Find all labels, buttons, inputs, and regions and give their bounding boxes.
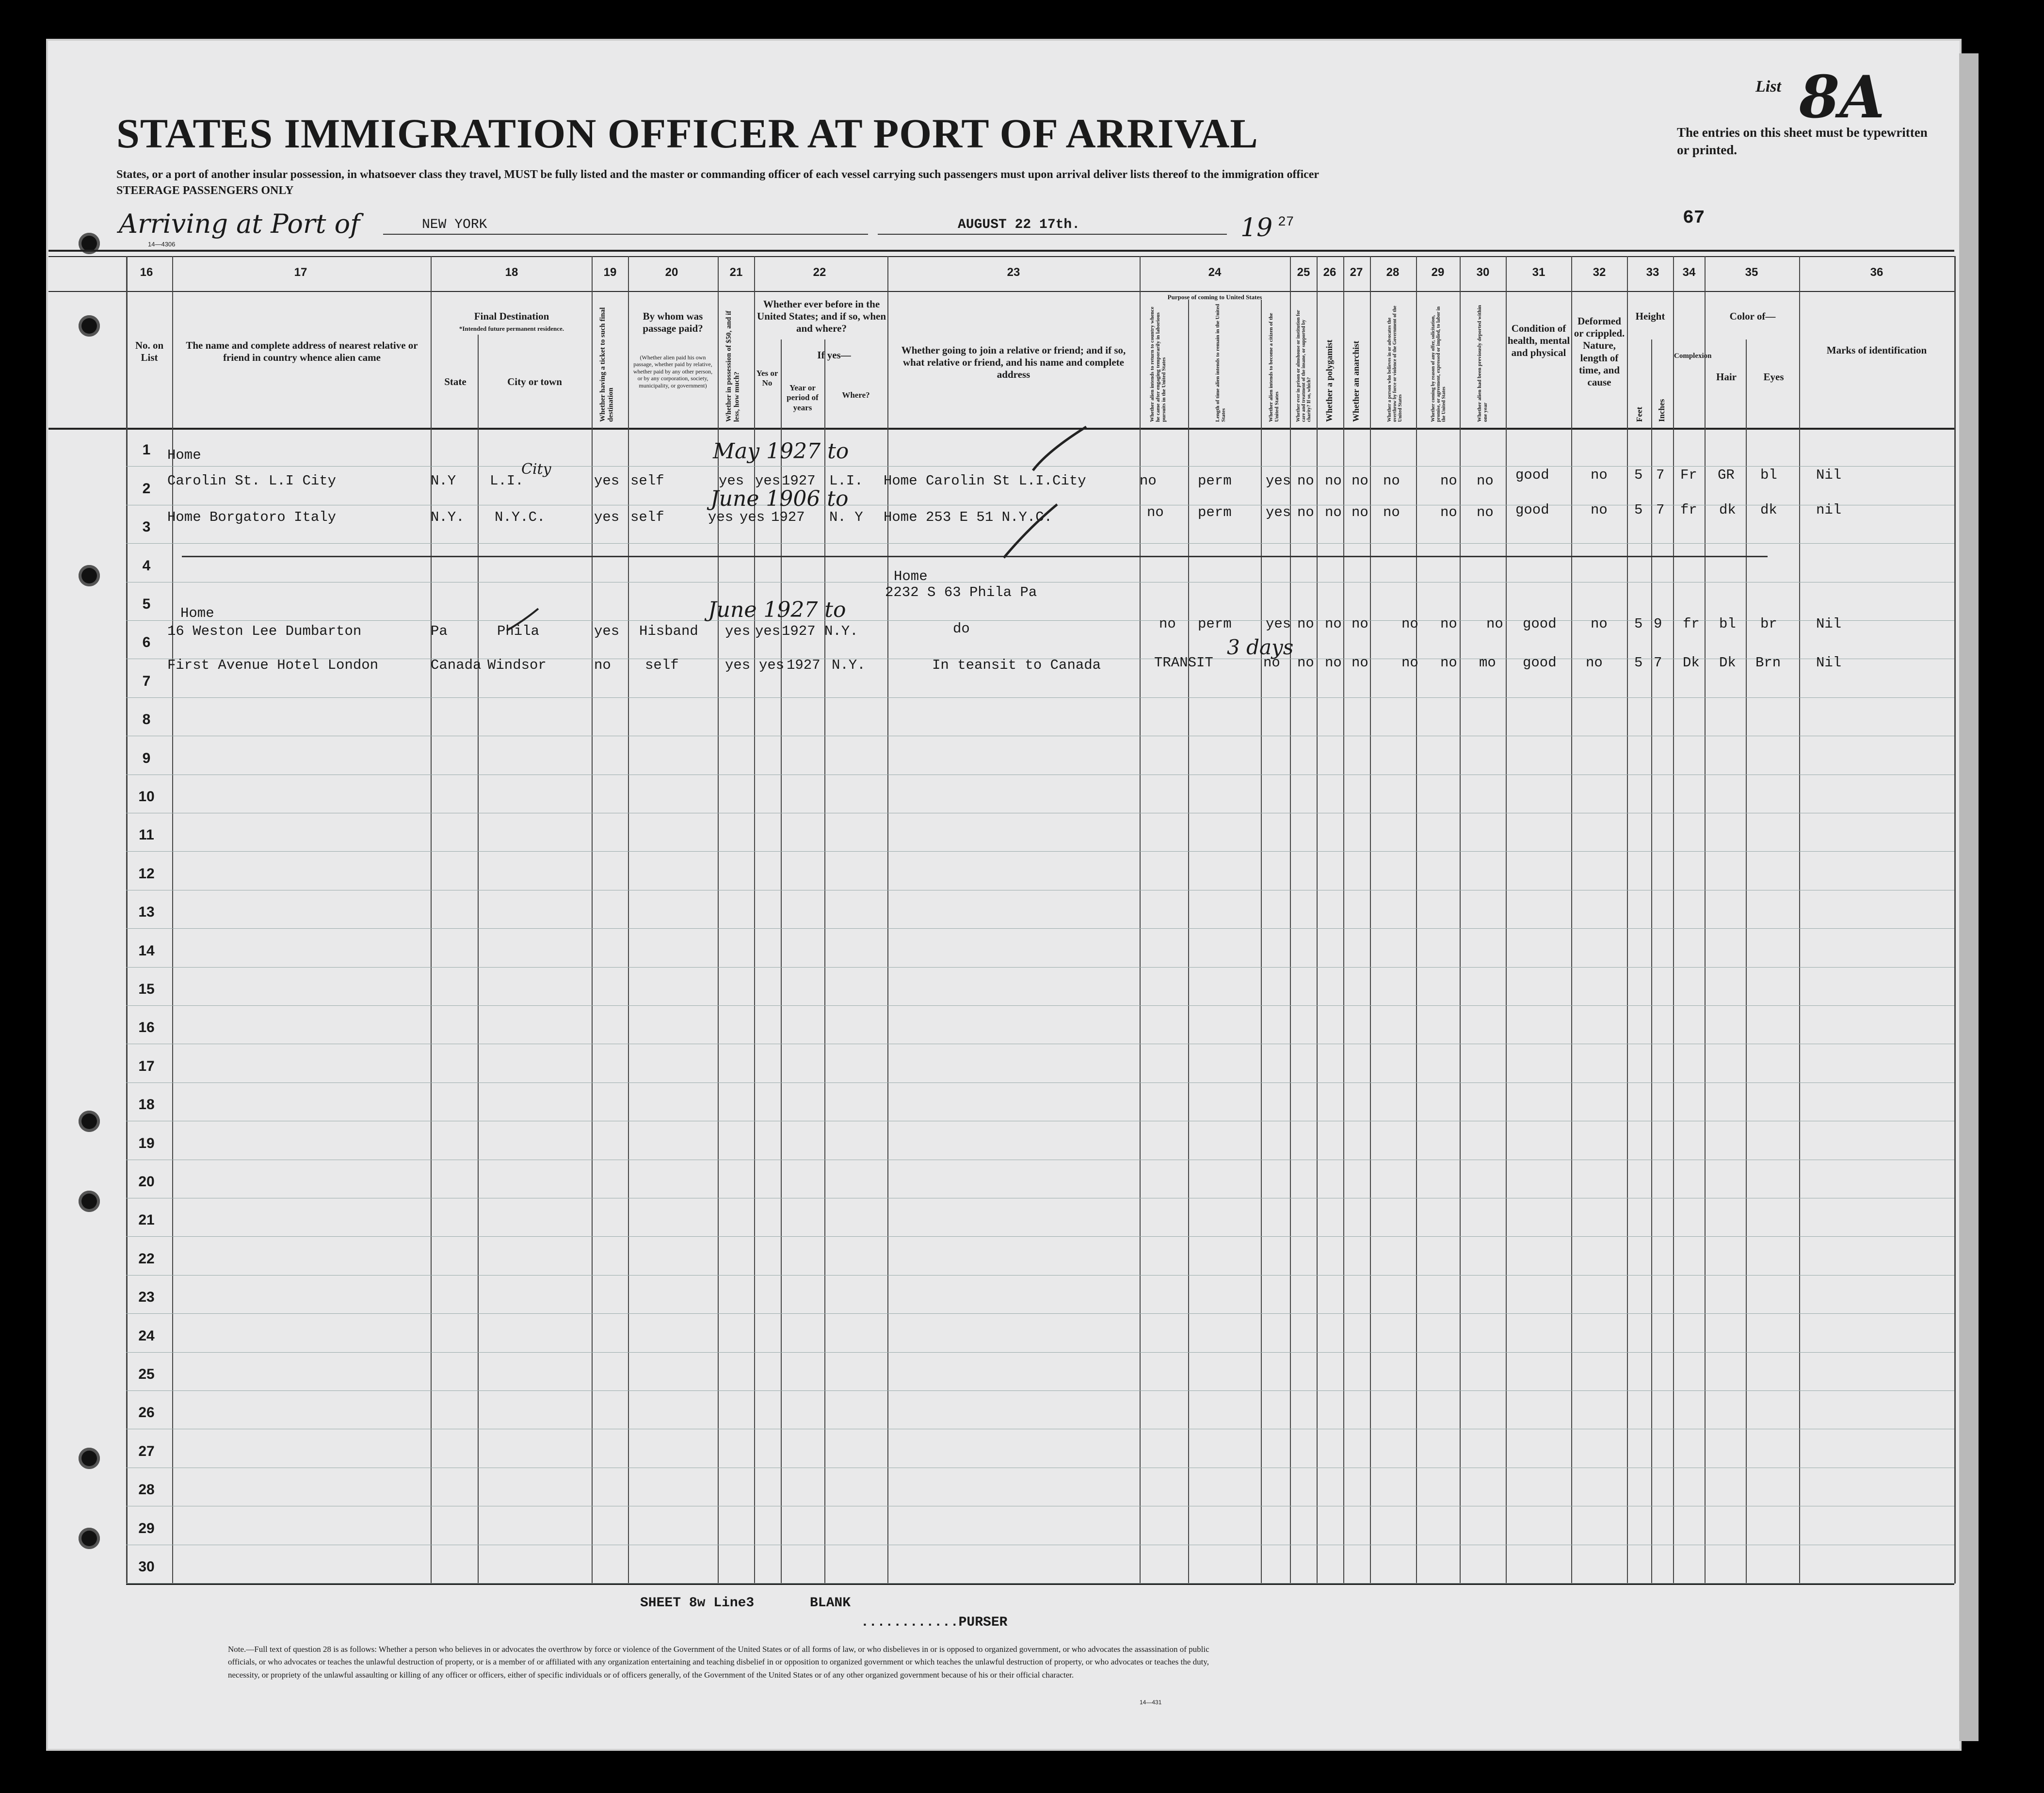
row-number: 30 xyxy=(138,1559,155,1575)
header-health: Condition of health, mental and physical xyxy=(1507,323,1570,359)
row-rule xyxy=(126,1005,1954,1006)
punch-hole-icon xyxy=(79,1111,100,1132)
row-rule xyxy=(126,851,1954,852)
row5-purpose-b: perm xyxy=(1198,616,1232,632)
punch-hole-icon xyxy=(79,1528,100,1549)
header-top-rule xyxy=(48,250,1954,252)
row-number: 6 xyxy=(142,634,151,651)
col-line xyxy=(1705,256,1706,1583)
column-number: 33 xyxy=(1646,266,1659,279)
row5-marks: Nil xyxy=(1816,616,1842,632)
check-mark-icon xyxy=(1004,504,1057,558)
phila-check xyxy=(504,606,543,635)
column-number: 23 xyxy=(1007,266,1020,279)
row6-paid-by: self xyxy=(645,657,679,673)
footer-form-code: 14—431 xyxy=(1140,1699,1162,1706)
punch-hole-icon xyxy=(79,315,100,337)
row2-q30: no xyxy=(1477,504,1494,520)
column-number: 21 xyxy=(729,266,743,279)
row5-eyes: br xyxy=(1760,616,1777,632)
row-number: 28 xyxy=(138,1482,155,1498)
port-underline xyxy=(383,234,868,235)
row2-purpose-b: perm xyxy=(1198,504,1232,520)
row6-before-where: N.Y. xyxy=(832,657,866,673)
row-number: 21 xyxy=(138,1212,155,1228)
row1-health: good xyxy=(1515,467,1549,483)
row5-joining-pre2: 2232 S 63 Phila Pa xyxy=(885,584,1037,600)
header-feet: Feet xyxy=(1635,406,1644,422)
row2-city: N.Y.C. xyxy=(495,509,546,525)
row-number: 3 xyxy=(142,519,151,535)
header-q28: Whether a person who believes in or advocates the overthrow by force or violence of the Government of the United States xyxy=(1387,306,1403,422)
row6-eyes: Brn xyxy=(1755,655,1781,671)
header-inches: Inches xyxy=(1657,399,1666,422)
row-number: 10 xyxy=(138,789,155,805)
column-number: 29 xyxy=(1431,266,1445,279)
row5-joining-pre: Home xyxy=(894,568,928,584)
header-top-rule-2 xyxy=(48,256,1954,257)
row2-paid-by: self xyxy=(630,509,664,525)
row6-before-yn: yes xyxy=(759,657,785,673)
row5-joining: do xyxy=(953,621,970,637)
column-number: 30 xyxy=(1476,266,1490,279)
col-line xyxy=(887,256,888,1583)
row2-ticket: yes xyxy=(594,509,620,525)
year-suffix: 27 xyxy=(1278,215,1294,230)
row5-ticket: yes xyxy=(594,623,620,639)
subtitle: States, or a port of another insular possession, in whatsoever class they travel, MUST be fully listed and the master or commanding officer of each vessel carrying such passengers must upon arrival deliver lists thereof to the immigration officer xyxy=(116,168,1320,181)
arriving-label: Arriving at Port of xyxy=(119,209,360,239)
row6-joining: In teansit to Canada xyxy=(932,657,1101,673)
row6-q30: mo xyxy=(1479,655,1496,671)
date-underline xyxy=(878,234,1227,235)
row1-complexion: Fr xyxy=(1680,467,1697,483)
punch-hole-icon xyxy=(79,1448,100,1469)
row6-ticket: no xyxy=(594,657,611,673)
row5-anarchist: no xyxy=(1352,616,1368,632)
row-rule xyxy=(126,1390,1954,1391)
col-line xyxy=(781,339,782,1583)
row5-city: Phila xyxy=(497,623,540,639)
row-rule xyxy=(126,928,1954,929)
row6-complexion: Dk xyxy=(1683,655,1700,671)
row2-joining: Home 253 E 51 N.Y.C. xyxy=(884,509,1053,525)
row5-before-yn: yes xyxy=(755,623,781,639)
row6-before-year: 1927 xyxy=(787,657,821,673)
row6-purpose-b: TRANSIT xyxy=(1154,655,1213,671)
row1-purpose-c: yes xyxy=(1266,473,1291,489)
row1-paid-by: self xyxy=(630,473,664,489)
row2-before-yn: yes xyxy=(740,509,765,525)
row2-health: good xyxy=(1515,502,1549,518)
row-number: 17 xyxy=(138,1058,155,1074)
header-purpose-b: Length of time alien intends to remain in the United States xyxy=(1215,304,1227,422)
year-prefix: 19 xyxy=(1240,213,1273,242)
row5-purpose-a: no xyxy=(1159,616,1176,632)
col-line xyxy=(431,256,432,1583)
row2-hair: dk xyxy=(1719,502,1736,518)
row1-eyes: bl xyxy=(1760,467,1777,483)
sheet-line: SHEET 8w Line3 xyxy=(640,1596,755,1611)
row5-hair: bl xyxy=(1719,616,1736,632)
row-number: 20 xyxy=(138,1174,155,1190)
column-number: 35 xyxy=(1745,266,1758,279)
header-eyes: Eyes xyxy=(1763,371,1784,383)
typewritten-note: The entries on this sheet must be typewritten or printed. xyxy=(1677,125,1928,158)
row-number: 14 xyxy=(138,942,155,959)
row-number: 7 xyxy=(142,673,151,689)
header-polygamist: Whether a polygamist xyxy=(1324,339,1334,422)
row1-before-yn: yes xyxy=(755,473,781,489)
page-number: 67 xyxy=(1683,208,1705,228)
row1-anarchist: no xyxy=(1352,473,1368,489)
row6-city: Windsor xyxy=(487,657,547,673)
port-name: NEW YORK xyxy=(422,217,487,232)
header-complexion: Complexion xyxy=(1674,352,1712,360)
header-year-period: Year or period of years xyxy=(787,383,819,412)
row6-purpose-b-hand: 3 days xyxy=(1227,635,1294,659)
col-line xyxy=(1370,256,1371,1583)
row3-strike-line xyxy=(182,556,1768,557)
header-no-on-list: No. on List xyxy=(135,339,164,364)
row-number: 29 xyxy=(138,1520,155,1536)
row-number: 15 xyxy=(138,981,155,997)
table-bottom-rule xyxy=(126,1583,1954,1585)
punch-hole-icon xyxy=(79,1191,100,1212)
row-rule xyxy=(126,1275,1954,1276)
row6-prison: no xyxy=(1297,655,1314,671)
column-number: 18 xyxy=(505,266,518,279)
row2-eyes: dk xyxy=(1760,502,1777,518)
row1-inches: 7 xyxy=(1656,467,1665,483)
row2-polygamist: no xyxy=(1325,504,1342,520)
row1-joining: Home Carolin St L.I.City xyxy=(884,473,1086,489)
row-number: 5 xyxy=(142,596,151,612)
page-title: STATES IMMIGRATION OFFICER AT PORT OF ARRIVAL xyxy=(116,110,1258,157)
row1-city: L.I. xyxy=(490,473,524,489)
arrival-date: AUGUST 22 17th. xyxy=(958,217,1080,232)
row6-purpose-c: no xyxy=(1263,655,1280,671)
row-number: 19 xyxy=(138,1135,155,1151)
row5-relative: 16 Weston Lee Dumbarton xyxy=(167,623,362,639)
row1-hair: GR xyxy=(1718,467,1735,483)
row5-before-hand: June 1927 to xyxy=(708,598,846,622)
row2-before-where: N. Y xyxy=(829,509,863,525)
header-anarchist: Whether an anarchist xyxy=(1351,340,1361,422)
column-number: 26 xyxy=(1323,266,1336,279)
header-hair: Hair xyxy=(1716,371,1737,383)
check-mark-icon xyxy=(1033,427,1086,470)
row1-marks: Nil xyxy=(1816,467,1842,483)
col-line xyxy=(1799,256,1800,1583)
column-number: 34 xyxy=(1682,266,1696,279)
row-rule xyxy=(126,1313,1954,1314)
row5-purpose-c: yes xyxy=(1266,616,1291,632)
page-edge xyxy=(1959,53,1979,1741)
column-number: 28 xyxy=(1386,266,1400,279)
column-number: 19 xyxy=(603,266,617,279)
row2-relative: Home Borgatoro Italy xyxy=(167,509,337,525)
check-marks xyxy=(999,417,1096,582)
row5-q29: no xyxy=(1440,616,1457,632)
form-code: 14—4306 xyxy=(148,241,176,248)
col-line xyxy=(1140,256,1141,1583)
header-q29: Whether coming by reason of any offer, solicitation, promise, or agreement, expressed or implied, to labor in the United States xyxy=(1431,306,1447,422)
row6-inches: 7 xyxy=(1654,655,1662,671)
row-rule xyxy=(126,1236,1954,1237)
header-yes-no: Yes or No xyxy=(756,369,778,388)
row6-anarchist: no xyxy=(1352,655,1368,671)
column-number-rule xyxy=(48,291,1954,292)
row2-q28: no xyxy=(1383,504,1400,520)
row6-polygamist: no xyxy=(1325,655,1342,671)
row6-hair: Dk xyxy=(1719,655,1736,671)
row-number: 11 xyxy=(139,827,154,843)
header-before-us: Whether ever before in the United States; and if so, when and where? xyxy=(756,298,886,335)
row1-state: N.Y xyxy=(431,473,456,489)
col-line xyxy=(1460,256,1461,1583)
row1-before-year: 1927 xyxy=(782,473,816,489)
list-label: List xyxy=(1755,78,1781,96)
col-line xyxy=(1627,256,1628,1583)
col-line xyxy=(1954,256,1956,1583)
punch-hole-icon xyxy=(79,565,100,586)
manifest-sheet xyxy=(46,39,1962,1751)
row2-state: N.Y. xyxy=(431,509,465,525)
column-number: 36 xyxy=(1870,266,1883,279)
row-number: 1 xyxy=(142,442,151,458)
row2-money: yes xyxy=(708,509,734,525)
row1-feet: 5 xyxy=(1634,467,1643,483)
header-marks: Marks of identification xyxy=(1826,344,1927,356)
col-line xyxy=(1673,256,1674,1583)
header-if-yes: If yes— xyxy=(817,349,851,361)
header-purpose: Purpose of coming to United States xyxy=(1167,293,1262,301)
row2-before-year: 1927 xyxy=(771,509,805,525)
header-purpose-c: Whether alien intends to become a citizen of the United States xyxy=(1268,313,1280,422)
row5-money: yes xyxy=(725,623,751,639)
row5-health: good xyxy=(1523,616,1557,632)
row-rule xyxy=(126,620,1954,621)
col-line xyxy=(1506,256,1507,1583)
header-height: Height xyxy=(1635,310,1665,322)
row2-feet: 5 xyxy=(1634,502,1643,518)
col-line xyxy=(478,335,479,1583)
header-relative: The name and complete address of nearest relative or friend in country whence alien came xyxy=(186,339,418,364)
column-number: 22 xyxy=(813,266,826,279)
row6-q28: no xyxy=(1401,655,1418,671)
blank-label: BLANK xyxy=(810,1596,851,1611)
row6-feet: 5 xyxy=(1634,655,1643,671)
column-number: 17 xyxy=(294,266,307,279)
col-line xyxy=(1746,339,1747,1583)
row1-money: yes xyxy=(719,473,744,489)
row-number: 24 xyxy=(138,1327,155,1344)
row-rule xyxy=(126,967,1954,968)
row1-prison: no xyxy=(1297,473,1314,489)
column-number: 25 xyxy=(1297,266,1310,279)
row-number: 4 xyxy=(142,557,151,574)
row-number: 18 xyxy=(138,1097,155,1113)
header-prison: Whether ever in prison or almshouse or institution for care and treatment of the insane, or supported by charity? If so, which? xyxy=(1296,310,1312,422)
row1-purpose-a: no xyxy=(1140,473,1157,489)
row6-q29: no xyxy=(1440,655,1457,671)
row-number: 8 xyxy=(142,711,151,728)
column-number: 20 xyxy=(665,266,678,279)
col-line xyxy=(1317,256,1318,1583)
row5-pre-relative: Home xyxy=(180,605,214,621)
row1-q28: no xyxy=(1383,473,1400,489)
row5-q28: no xyxy=(1401,616,1418,632)
row1-deformed: no xyxy=(1591,467,1608,483)
row2-marks: nil xyxy=(1816,502,1842,518)
row6-health: good xyxy=(1523,655,1557,671)
row2-purpose-a: no xyxy=(1147,504,1164,520)
row-number: 25 xyxy=(138,1366,155,1382)
row1-before-where: L.I. xyxy=(829,473,863,489)
col-line xyxy=(592,256,593,1583)
row-number: 16 xyxy=(138,1019,155,1036)
row5-before-year: 1927 xyxy=(782,623,816,639)
col-line xyxy=(1571,256,1572,1583)
row2-before-hand: June 1906 to xyxy=(710,486,849,511)
row2-prison: no xyxy=(1297,504,1314,520)
header-where: Where? xyxy=(842,390,870,400)
row2-deformed: no xyxy=(1591,502,1608,518)
header-q30: Whether alien had been previously deported within one year xyxy=(1477,305,1489,422)
row1-q29: no xyxy=(1440,473,1457,489)
row-number: 12 xyxy=(138,865,155,882)
row6-money: yes xyxy=(725,657,751,673)
column-number: 24 xyxy=(1208,266,1222,279)
row5-before-where: N.Y. xyxy=(824,623,858,639)
row-rule xyxy=(126,1082,1954,1083)
header-deformed: Deformed or crippled. Nature, length of time, and cause xyxy=(1574,315,1625,388)
row1-ticket: yes xyxy=(594,473,620,489)
row-number: 22 xyxy=(138,1250,155,1267)
row1-city-hand: City xyxy=(521,461,551,478)
row1-relative: Carolin St. L.I City xyxy=(167,473,337,489)
row1-polygamist: no xyxy=(1325,473,1342,489)
header-final-destination: Final Destination xyxy=(474,310,549,322)
row2-inches: 7 xyxy=(1656,502,1665,518)
row1-pre-relative: Home xyxy=(167,447,201,463)
row6-relative: First Avenue Hotel London xyxy=(167,657,379,673)
row-rule xyxy=(126,1352,1954,1353)
row5-paid-by: Hisband xyxy=(639,623,698,639)
header-ticket: Whether having a ticket to such final destination xyxy=(599,307,615,422)
col-line xyxy=(628,256,629,1583)
row5-q30: no xyxy=(1486,616,1503,632)
header-color-of: Color of— xyxy=(1729,310,1776,322)
row5-prison: no xyxy=(1297,616,1314,632)
row1-purpose-b: perm xyxy=(1198,473,1232,489)
check-mark-icon xyxy=(507,609,538,630)
column-number: 27 xyxy=(1350,266,1363,279)
header-joining: Whether going to join a relative or friend; and if so, what relative or friend, and his name and complete address xyxy=(901,344,1126,381)
row-number: 27 xyxy=(138,1443,155,1459)
column-number: 32 xyxy=(1593,266,1606,279)
column-number: 16 xyxy=(140,266,153,279)
row2-anarchist: no xyxy=(1352,504,1368,520)
column-number: 31 xyxy=(1532,266,1545,279)
header-purpose-a: Whether alien intends to return to country whence he came after engaging temporarily in laborious pursuits in the United States xyxy=(1149,307,1167,422)
row5-deformed: no xyxy=(1591,616,1608,632)
class-line: STEERAGE PASSENGERS ONLY xyxy=(116,184,294,197)
row1-before-hand: May 1927 to xyxy=(713,439,849,464)
row-number: 2 xyxy=(142,480,151,497)
row6-deformed: no xyxy=(1586,655,1603,671)
col-line xyxy=(824,339,825,1583)
row6-marks: Nil xyxy=(1816,655,1842,671)
row-rule xyxy=(126,697,1954,698)
question-28-note: Note.—Full text of question 28 is as follows: Whether a person who believes in or advocates the overthrow by force or violence of the Government of the United States or of all forms of law, or who disbelieves in or is opposed to organized government, or who advocates the assassination of public officials, or who advocates or teaches the unlawful destruction of property, or is a member of or affiliated with any organization entertaining and teaching disbelief in or opposition to organized government or which teaches the unlawful destruction of property, or who advocates or teaches the duty, necessity, or propriety of the unlawful assaulting or killing of any officer or officers, either of specific individuals or of officers generally, of the Government of the United States or of any other organized government because of his or their official character. xyxy=(228,1645,1209,1680)
row-number: 26 xyxy=(138,1405,155,1421)
col-line xyxy=(1651,339,1652,1583)
header-paid-by: By whom was passage paid? xyxy=(643,310,703,335)
row2-q29: no xyxy=(1440,504,1457,520)
purser-line: ............PURSER xyxy=(861,1615,1008,1630)
col-line xyxy=(1343,256,1344,1583)
row6-state: Canada xyxy=(431,657,482,673)
header-final-destination-note: *Intended future permanent residence. xyxy=(459,325,564,332)
row5-complexion: fr xyxy=(1683,616,1700,632)
row-number: 23 xyxy=(138,1289,155,1306)
header-paid-by-note: (Whether alien paid his own passage, whether paid by relative, whether paid by any other person, or by any corporation, society, municipality, or government) xyxy=(633,354,713,389)
header-state: State xyxy=(444,376,467,388)
row5-inches: 9 xyxy=(1654,616,1662,632)
col-line xyxy=(1416,256,1417,1583)
row-number: 9 xyxy=(142,750,151,766)
row1-q30: no xyxy=(1477,473,1494,489)
row-number: 13 xyxy=(138,904,155,921)
header-money: Whether in possession of $50, and if less, how much? xyxy=(725,310,741,422)
header-city: City or town xyxy=(507,376,562,388)
row2-purpose-c: yes xyxy=(1266,504,1291,520)
row5-polygamist: no xyxy=(1325,616,1342,632)
row2-complexion: fr xyxy=(1680,502,1697,518)
col-line xyxy=(1290,256,1291,1583)
list-number: 8A xyxy=(1799,63,1885,131)
row5-feet: 5 xyxy=(1634,616,1643,632)
row5-state: Pa xyxy=(431,623,448,639)
